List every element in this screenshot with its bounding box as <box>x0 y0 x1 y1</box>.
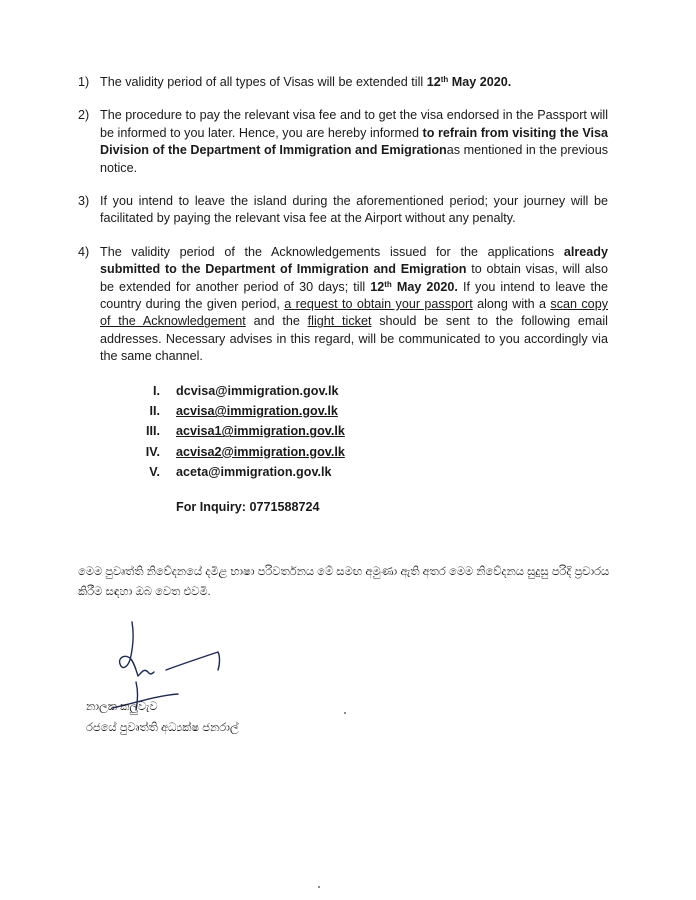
notice-item <box>78 107 608 177</box>
text-run: should be sent to the following email addresses. Necessary advises in this regard, will be communicated to you accordingly via the same channel. <box>100 314 608 364</box>
email-address[interactable]: acvisa2@immigration.gov.lk <box>176 444 345 459</box>
email-address[interactable]: dcvisa@immigration.gov.lk <box>176 384 339 398</box>
text-run: If you intend to leave the island during the aforementioned period; your journey will be facilitated by paying the relevant visa fee at the Airport without any penalty. <box>100 194 608 226</box>
item-text <box>100 245 608 363</box>
scan-speck <box>344 712 346 714</box>
signatory-title: රජයේ පුවෘත්ති අධ්‍යක්ෂ ජනරාල් <box>86 722 239 734</box>
sinhala-note: මෙම පුවෘත්ති නිවේදනයේ දමිළ භාෂා පරිවර්තනය මේ සමඟ අමුණා ඇති අතර මෙම නිවේදනය සුදුසු පරිදි ප්‍රචාරය කිරීම සඳහා ඔබ වෙත එවමි. <box>78 566 610 598</box>
signatory-name: නාලක කලුවැව <box>86 701 158 713</box>
email-item <box>138 442 398 462</box>
email-address[interactable]: acvisa1@immigration.gov.lk <box>176 424 345 439</box>
email-list <box>138 381 398 482</box>
item-text <box>100 194 608 225</box>
text-run: th <box>384 279 392 289</box>
item-text <box>100 75 511 89</box>
scan-speck <box>318 886 320 888</box>
roman-numeral: III. <box>146 424 160 439</box>
underlined-text: a request to obtain your passport <box>284 297 473 312</box>
notice-item <box>78 193 608 228</box>
text-run: and the <box>245 314 308 329</box>
underlined-text: flight ticket <box>307 314 372 329</box>
email-address[interactable]: acvisa@immigration.gov.lk <box>176 404 338 419</box>
text-run: along with a <box>472 297 551 312</box>
bold-text: 12 <box>370 279 385 294</box>
item-number: 1) <box>78 75 90 89</box>
notice-item <box>78 74 608 91</box>
email-item <box>138 462 398 482</box>
text-run: to obtain visas, will also be extended for another period of 30 days; till <box>100 262 608 294</box>
bold-text: 12 <box>426 75 441 89</box>
roman-numeral: IV. <box>145 444 160 459</box>
text-run: The validity period of all types of Visas will be extended till <box>100 75 427 89</box>
bold-text: May 2020. <box>448 75 512 89</box>
bold-text: to refrain from visiting the Visa Division of the Department of Immigration and Emigration <box>100 125 608 158</box>
bold-text: May 2020. <box>391 279 458 294</box>
bold-text: already submitted to the Department of Immigration and Emigration <box>100 244 608 277</box>
text-run: If you intend to leave the country during the given period, <box>100 279 608 312</box>
roman-numeral: V. <box>149 464 160 479</box>
item-number: 3) <box>78 194 90 209</box>
underlined-text: scan copy of the Acknowledgement <box>100 297 608 329</box>
inquiry-line: For Inquiry: 0771588724 <box>176 500 320 514</box>
email-item <box>138 401 398 421</box>
notice-item <box>78 244 608 366</box>
notice-list <box>78 74 608 366</box>
item-text <box>100 108 608 174</box>
email-item <box>138 381 398 401</box>
text-run: The procedure to pay the relevant visa fee and to get the visa endorsed in the Passport will be informed to you later. Hence, you are hereby informed <box>100 108 608 140</box>
item-number: 2) <box>78 108 90 123</box>
email-address[interactable]: aceta@immigration.gov.lk <box>176 464 332 479</box>
text-run: as mentioned in the previous notice. <box>100 143 608 175</box>
email-item <box>138 421 398 441</box>
item-number: 4) <box>78 244 90 259</box>
text-run: The validity period of the Acknowledgements issued for the applications <box>100 244 564 259</box>
roman-numeral: I. <box>153 384 160 398</box>
roman-numeral: II. <box>149 404 160 419</box>
text-run: th <box>440 75 449 84</box>
